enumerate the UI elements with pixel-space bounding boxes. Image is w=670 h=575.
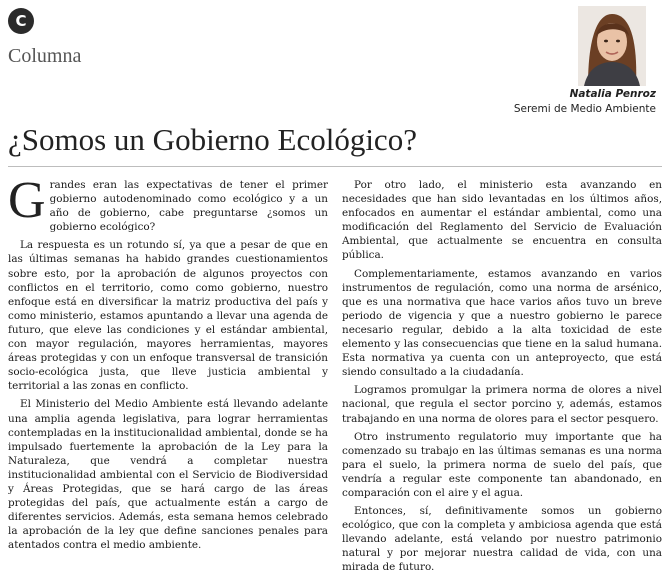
- column-right: [342, 178, 662, 574]
- paragraph: Complementariamente, estamos avanzando en varios instrumentos de regulación, como una norma de arsénico, que es una normativa que hace varios años tuvo un breve periodo de vigencia y que a nuestro gobierno le parece necesario regular, debido a la alta toxicidad de este elemento y las consecuencias que tiene en la salud humana. Esta normativa ya cuenta con un anteproyecto, que está siendo consultado a la ciudadanía.: [342, 267, 662, 379]
- paragraph: La respuesta es un rotundo sí, ya que a pesar de que en las últimas semanas ha habido grandes cuestionamientos sobre esto, por la aprobación de algunos proyectos con conflictos en el territorio, como como gobierno, nuestro enfoque está en diversificar la matriz productiva del país y como ministerio, estamos apuntando a llevar una agenda de futuro, que eleve las condiciones y el estándar ambiental, con mayor regulación, mayores herramientas, mayores áreas protegidas y con un enfoque transversal de transición socio-ecológica justa, que lleve justicia ambiental y territorial a las zonas en conflicto.: [8, 239, 328, 393]
- paragraph: El Ministerio del Medio Ambiente está llevando adelante una amplia agenda legislativa, para lograr herramientas contempladas en la institucionalidad ambiental, donde se ha impulsado fuertemente la aprobación de la Ley para la Naturaleza, que vendrá a completar nuestra institucionalidad ambiental con el Servicio de Biodiversidad y Áreas Protegidas, que se hará cargo de las áreas protegidas del país, que actualmente están a cargo de diferentes servicios. Además, esta semana hemos celebrado la aprobación de la ley que define sanciones penales para atentados contra el medio ambiente.: [8, 398, 328, 552]
- author-photo: [578, 6, 646, 86]
- article-title: ¿Somos un Gobierno Ecológico?: [8, 122, 417, 157]
- paragraph: [8, 172, 328, 234]
- author-name: Natalia Penroz: [569, 88, 656, 100]
- divider: [8, 166, 662, 167]
- section-label: Columna: [8, 45, 82, 67]
- author-role: Seremi de Medio Ambiente: [513, 103, 656, 115]
- paragraph: Otro instrumento regulatorio muy importante que ha comenzado su trabajo en las últimas semanas es una norma para el suelo, la primera norma de suelo del país, que vendría a regular este componente tan abandonado, en comparación con el aire y el agua.: [342, 430, 662, 499]
- drop-cap: G: [8, 172, 46, 229]
- column-left: [8, 172, 328, 552]
- paragraph-text: randes eran las expectativas de tener el primer gobierno autodenominado como ecológico y a un año de gobierno, cabe preguntarse ¿somos un gobierno ecológico?: [49, 179, 328, 234]
- column-badge: C: [8, 8, 34, 34]
- paragraph: Logramos promulgar la primera norma de olores a nivel nacional, que regula el sector porcino y, además, estamos trabajando en una norma de olores para el sector pesquero.: [342, 384, 662, 425]
- paragraph: Entonces, sí, definitivamente somos un gobierno ecológico, que con la completa y ambiciosa agenda que está llevando adelante, está velando por nuestro patrimonio natural y por mejorar nuestra calidad de vida, con una mirada de futuro.: [342, 505, 662, 574]
- article-body: [8, 172, 662, 574]
- paragraph: Por otro lado, el ministerio esta avanzando en necesidades que han sido levantadas en los últimos años, enfocados en aumentar el estándar ambiental, como una modificación del Reglamento del Servicio de Evaluación Ambiental, que actualmente se encuentra en consulta pública.: [342, 179, 662, 262]
